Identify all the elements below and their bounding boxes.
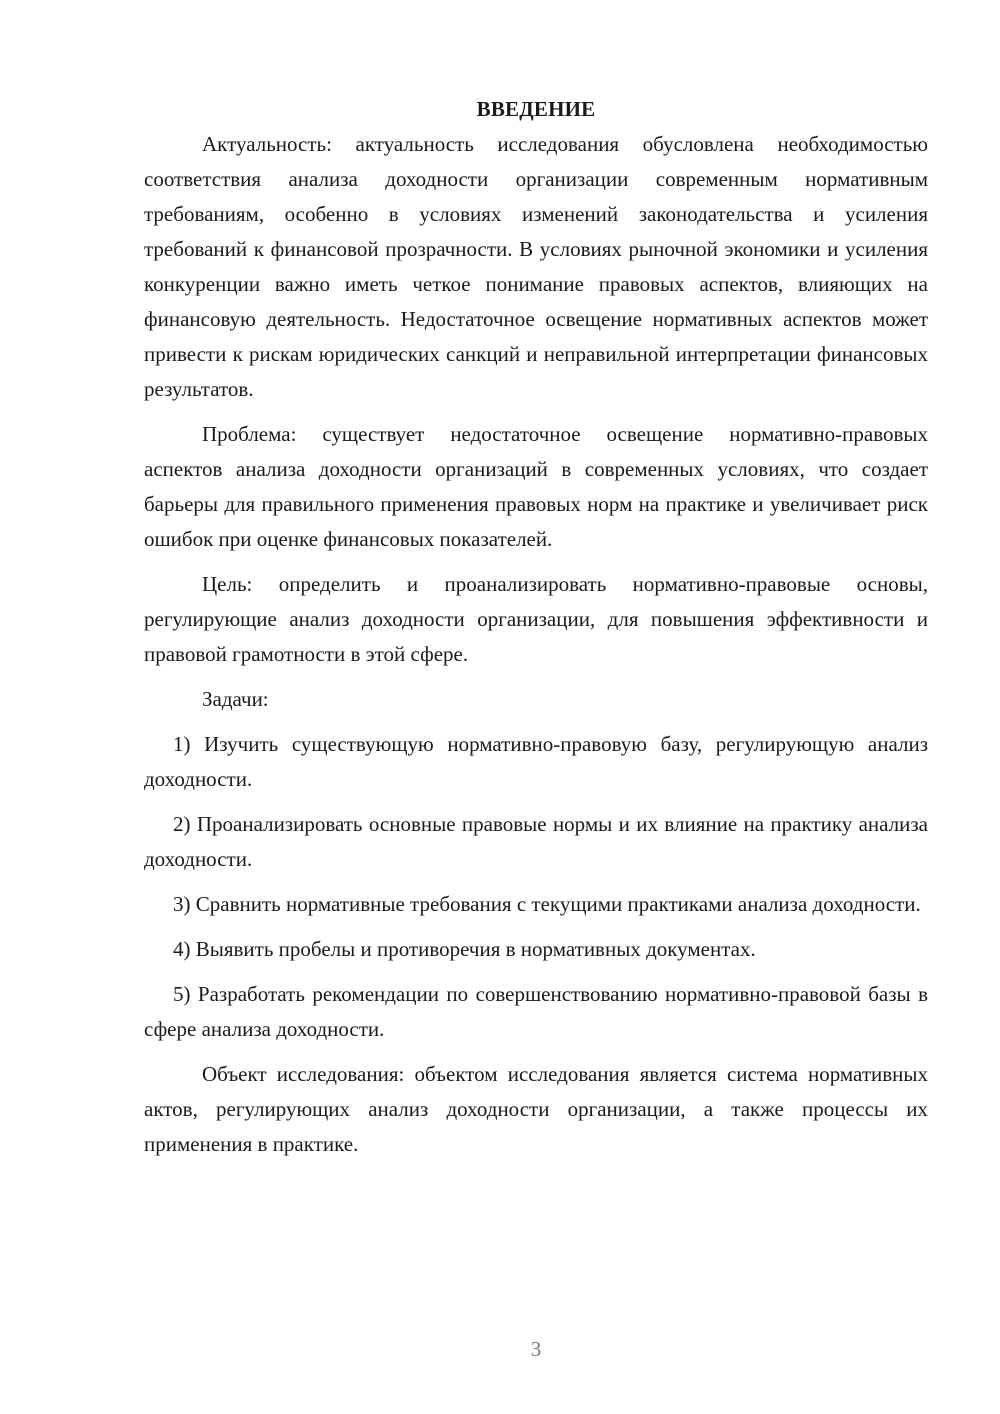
page-title: ВВЕДЕНИЕ xyxy=(476,97,596,121)
task-item-2: 2) Проанализировать основные правовые нормы и их влияние на практику анализа доходности. xyxy=(144,812,928,871)
relevance-paragraph: Актуальность: актуальность исследования обусловлена необходимостью соответствия анализа доходности организации современным нормативным требованиям, особенно в условиях изменений законодательства и усиления требований к финансовой прозрачности. В условиях рыночной экономики и усиления конкуренции важно иметь четкое понимание правовых аспектов, влияющих на финансовую деятельность. Недостаточное освещение нормативных аспектов может привести к рискам юридических санкций и неправильной интерпретации финансовых результатов. xyxy=(144,132,928,401)
task-item-1: 1) Изучить существующую нормативно-правовую базу, регулирующую анализ доходности. xyxy=(144,732,928,791)
goal-paragraph: Цель: определить и проанализировать нормативно-правовые основы, регулирующие анализ доходности организации, для повышения эффективности и правовой грамотности в этой сфере. xyxy=(144,572,928,666)
page-number: 3 xyxy=(530,1337,542,1361)
problem-paragraph: Проблема: существует недостаточное освещение нормативно-правовых аспектов анализа доходности организаций в современных условиях, что создает барьеры для правильного применения правовых норм на практике и увеличивает риск ошибок при оценке финансовых показателей. xyxy=(144,422,928,551)
task-item-3: 3) Сравнить нормативные требования с текущими практиками анализа доходности. xyxy=(173,892,921,916)
document-body xyxy=(144,92,928,1162)
task-item-4: 4) Выявить пробелы и противоречия в нормативных документах. xyxy=(173,937,756,961)
object-paragraph: Объект исследования: объектом исследования является система нормативных актов, регулирующих анализ доходности организации, а также процессы их применения в практике. xyxy=(144,1062,928,1156)
task-item-5: 5) Разработать рекомендации по совершенствованию нормативно-правовой базы в сфере анализа доходности. xyxy=(144,982,928,1041)
tasks-heading: Задачи: xyxy=(202,687,269,711)
